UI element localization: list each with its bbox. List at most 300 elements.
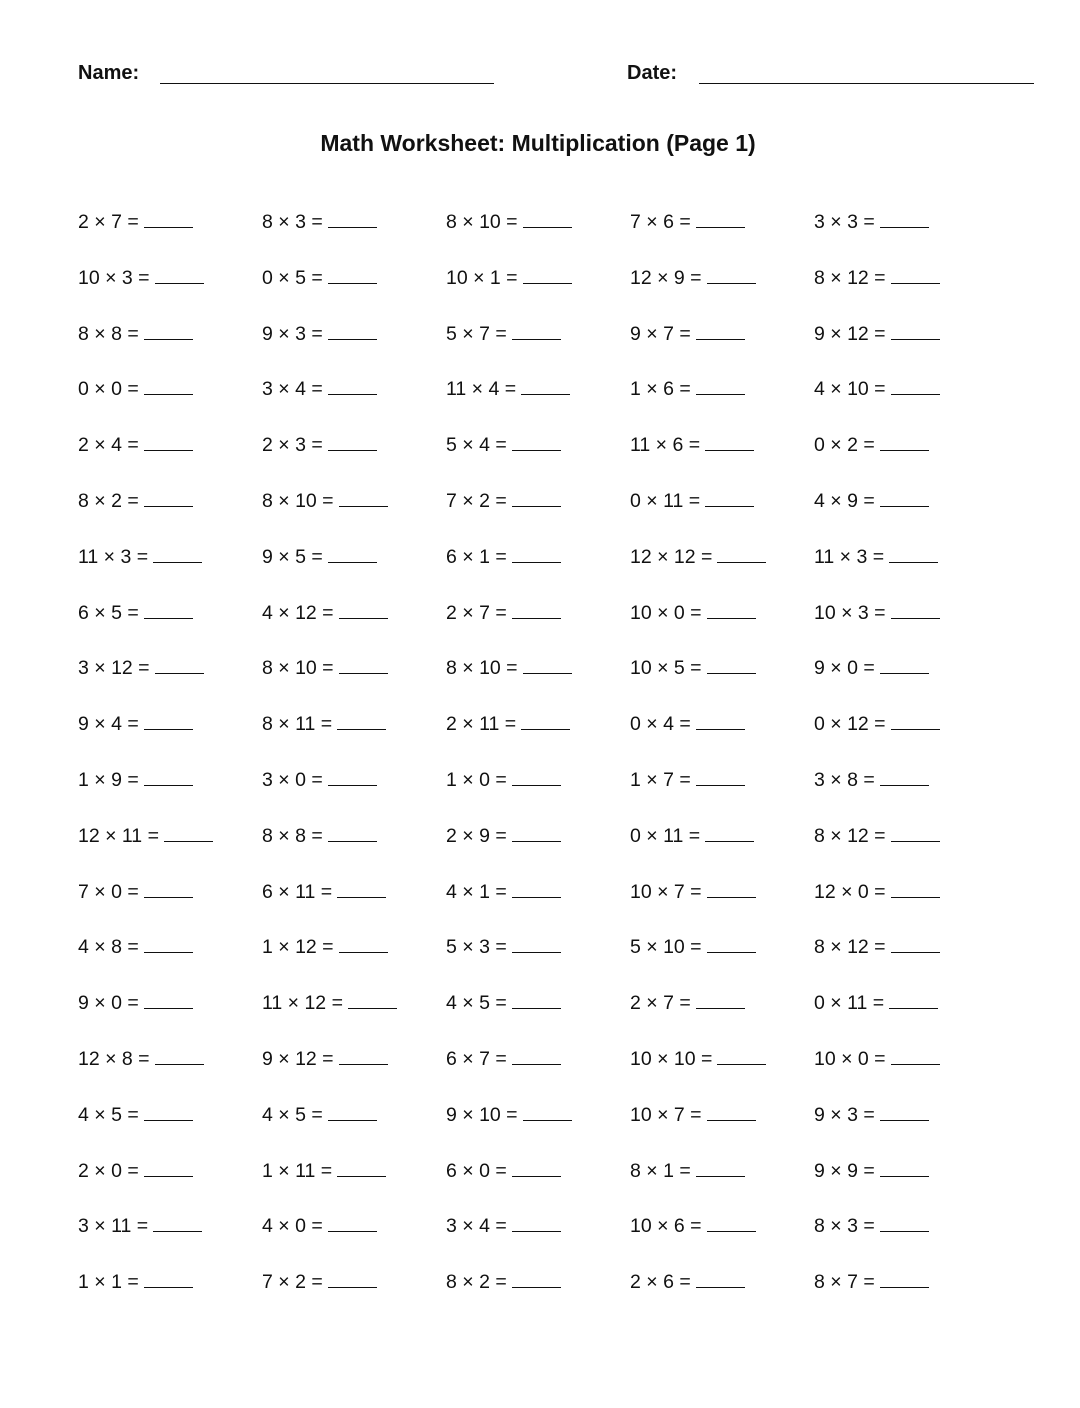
answer-blank[interactable] [144, 506, 193, 507]
problem-row [78, 760, 1038, 816]
problem-item [78, 258, 204, 290]
problem-item [78, 1262, 193, 1294]
problem-expression: 11 × 4 = [446, 378, 517, 401]
problem-expression: 11 × 3 = [78, 545, 149, 568]
answer-blank[interactable] [512, 785, 561, 786]
problem-item [630, 537, 766, 569]
problem-expression: 10 × 0 = [630, 601, 702, 624]
answer-blank[interactable] [880, 1120, 929, 1121]
problem-row [78, 648, 1038, 704]
answer-blank[interactable] [328, 1231, 377, 1232]
problem-item [630, 927, 756, 959]
answer-blank[interactable] [889, 1008, 938, 1009]
worksheet-header [78, 60, 1038, 90]
problem-row [78, 593, 1038, 649]
answer-blank[interactable] [512, 450, 561, 451]
problem-item [78, 537, 202, 569]
problem-expression: 1 × 1 = [78, 1271, 139, 1294]
problem-expression: 9 × 0 = [78, 992, 139, 1015]
problem-item [262, 983, 397, 1015]
answer-blank[interactable] [144, 952, 193, 953]
problem-item [446, 481, 561, 513]
answer-blank[interactable] [144, 394, 193, 395]
answer-blank[interactable] [696, 1176, 745, 1177]
problem-item [446, 1151, 561, 1183]
problem-item [630, 1151, 745, 1183]
problem-item [446, 1095, 572, 1127]
answer-blank[interactable] [153, 1231, 202, 1232]
problem-item [262, 927, 388, 959]
answer-blank[interactable] [707, 1231, 756, 1232]
problem-item [446, 537, 561, 569]
problem-expression: 6 × 0 = [446, 1159, 507, 1182]
problem-row [78, 704, 1038, 760]
answer-blank[interactable] [337, 1176, 386, 1177]
problem-expression: 9 × 7 = [630, 322, 691, 345]
problem-item [262, 537, 377, 569]
problem-expression: 8 × 12 = [814, 936, 886, 959]
problem-item [630, 1039, 766, 1071]
problem-item [446, 1206, 561, 1238]
answer-blank[interactable] [891, 841, 940, 842]
answer-blank[interactable] [523, 673, 572, 674]
answer-blank[interactable] [891, 897, 940, 898]
problem-item [814, 1039, 940, 1071]
problem-expression: 4 × 8 = [78, 936, 139, 959]
answer-blank[interactable] [696, 1287, 745, 1288]
problem-expression: 9 × 12 = [814, 322, 886, 345]
answer-blank[interactable] [328, 1120, 377, 1121]
problem-expression: 3 × 4 = [446, 1215, 507, 1238]
answer-blank[interactable] [891, 394, 940, 395]
problem-item [814, 1151, 929, 1183]
problem-item [814, 1095, 929, 1127]
problem-expression: 8 × 2 = [446, 1271, 507, 1294]
answer-blank[interactable] [512, 618, 561, 619]
problem-expression: 4 × 10 = [814, 378, 886, 401]
answer-blank[interactable] [891, 339, 940, 340]
problem-expression: 4 × 1 = [446, 880, 507, 903]
answer-blank[interactable] [144, 450, 193, 451]
answer-blank[interactable] [328, 450, 377, 451]
problem-item [814, 704, 940, 736]
problem-expression: 0 × 4 = [630, 713, 691, 736]
date-label: Date: [627, 62, 678, 84]
problem-item [630, 202, 745, 234]
name-label: Name: [78, 62, 140, 84]
problem-expression: 8 × 2 = [78, 489, 139, 512]
answer-blank[interactable] [339, 506, 388, 507]
problem-item [630, 704, 745, 736]
problem-expression: 1 × 0 = [446, 768, 507, 791]
problem-expression: 12 × 8 = [78, 1047, 150, 1070]
problem-item [446, 1262, 561, 1294]
problem-item [262, 202, 377, 234]
problem-expression: 1 × 6 = [630, 378, 691, 401]
answer-blank[interactable] [512, 1231, 561, 1232]
problem-expression: 5 × 3 = [446, 936, 507, 959]
problem-item [630, 258, 756, 290]
problem-row [78, 872, 1038, 928]
answer-blank[interactable] [891, 618, 940, 619]
problem-item [446, 927, 561, 959]
problem-item [630, 481, 754, 513]
problem-expression: 10 × 3 = [78, 266, 150, 289]
problem-expression: 2 × 7 = [446, 601, 507, 624]
problem-expression: 2 × 7 = [78, 211, 139, 233]
problem-item [262, 704, 386, 736]
answer-blank[interactable] [144, 897, 193, 898]
answer-blank[interactable] [880, 1287, 929, 1288]
problem-item [78, 202, 193, 234]
answer-blank[interactable] [891, 952, 940, 953]
answer-blank[interactable] [512, 1176, 561, 1177]
problem-item [814, 760, 929, 792]
problem-expression: 1 × 12 = [262, 936, 334, 959]
problem-item [78, 648, 204, 680]
problem-item [78, 593, 193, 625]
problem-expression: 0 × 11 = [630, 824, 701, 847]
answer-blank[interactable] [144, 339, 193, 340]
answer-blank[interactable] [512, 897, 561, 898]
answer-blank[interactable] [337, 897, 386, 898]
problem-item [78, 369, 193, 401]
problem-expression: 9 × 3 = [262, 322, 323, 345]
problem-item [446, 704, 570, 736]
answer-blank[interactable] [144, 729, 193, 730]
problem-item [262, 760, 377, 792]
problem-item [814, 314, 940, 346]
problem-expression: 10 × 10 = [630, 1047, 713, 1070]
problem-expression: 2 × 11 = [446, 713, 517, 736]
problem-expression: 8 × 3 = [814, 1215, 875, 1238]
answer-blank[interactable] [521, 394, 570, 395]
problem-item [446, 314, 561, 346]
answer-blank[interactable] [891, 1064, 940, 1065]
problem-expression: 6 × 1 = [446, 545, 507, 568]
problem-expression: 7 × 2 = [446, 489, 507, 512]
problem-row [78, 1151, 1038, 1207]
name-field[interactable] [160, 83, 494, 84]
problem-item [630, 1206, 756, 1238]
answer-blank[interactable] [523, 283, 572, 284]
problem-expression: 6 × 11 = [262, 880, 333, 903]
answer-blank[interactable] [328, 562, 377, 563]
problem-item [78, 1095, 193, 1127]
answer-blank[interactable] [880, 1231, 929, 1232]
problem-expression: 3 × 3 = [814, 211, 875, 233]
answer-blank[interactable] [707, 283, 756, 284]
answer-blank[interactable] [144, 227, 193, 228]
problem-expression: 1 × 7 = [630, 768, 691, 791]
problem-expression: 11 × 3 = [814, 545, 885, 568]
problem-expression: 11 × 6 = [630, 434, 701, 457]
problem-expression: 1 × 9 = [78, 768, 139, 791]
problem-grid [78, 202, 1038, 1318]
answer-blank[interactable] [889, 562, 938, 563]
problem-item [78, 704, 193, 736]
problem-item [262, 425, 377, 457]
problem-item [814, 983, 938, 1015]
answer-blank[interactable] [707, 673, 756, 674]
answer-blank[interactable] [144, 1176, 193, 1177]
problem-expression: 10 × 7 = [630, 1103, 702, 1126]
problem-expression: 9 × 0 = [814, 657, 875, 680]
problem-item [814, 258, 940, 290]
answer-blank[interactable] [696, 1008, 745, 1009]
problem-expression: 2 × 4 = [78, 434, 139, 457]
answer-blank[interactable] [880, 785, 929, 786]
problem-item [78, 983, 193, 1015]
problem-expression: 6 × 7 = [446, 1047, 507, 1070]
problem-item [262, 258, 377, 290]
problem-row [78, 314, 1038, 370]
problem-expression: 10 × 5 = [630, 657, 702, 680]
problem-item [630, 1262, 745, 1294]
answer-blank[interactable] [155, 1064, 204, 1065]
problem-expression: 8 × 8 = [78, 322, 139, 345]
problem-expression: 5 × 10 = [630, 936, 702, 959]
problem-row [78, 927, 1038, 983]
problem-expression: 7 × 0 = [78, 880, 139, 903]
answer-blank[interactable] [512, 1064, 561, 1065]
answer-blank[interactable] [339, 1064, 388, 1065]
problem-item [630, 872, 756, 904]
answer-blank[interactable] [717, 1064, 766, 1065]
problem-expression: 8 × 10 = [446, 211, 518, 233]
answer-blank[interactable] [337, 729, 386, 730]
problem-expression: 3 × 11 = [78, 1215, 149, 1238]
answer-blank[interactable] [880, 1176, 929, 1177]
problem-expression: 4 × 5 = [262, 1103, 323, 1126]
problem-item [262, 369, 377, 401]
problem-expression: 12 × 0 = [814, 880, 886, 903]
answer-blank[interactable] [328, 785, 377, 786]
problem-expression: 12 × 11 = [78, 824, 159, 847]
problem-expression: 10 × 6 = [630, 1215, 702, 1238]
problem-item [814, 1206, 929, 1238]
problem-expression: 10 × 7 = [630, 880, 702, 903]
problem-expression: 8 × 10 = [262, 657, 334, 680]
problem-row [78, 369, 1038, 425]
answer-blank[interactable] [512, 339, 561, 340]
problem-item [446, 648, 572, 680]
answer-blank[interactable] [328, 227, 377, 228]
problem-expression: 2 × 0 = [78, 1159, 139, 1182]
problem-row [78, 816, 1038, 872]
answer-blank[interactable] [707, 952, 756, 953]
problem-expression: 9 × 9 = [814, 1159, 875, 1182]
problem-expression: 4 × 5 = [446, 992, 507, 1015]
problem-item [814, 537, 938, 569]
problem-item [630, 760, 745, 792]
answer-blank[interactable] [144, 618, 193, 619]
answer-blank[interactable] [339, 673, 388, 674]
problem-expression: 0 × 2 = [814, 434, 875, 457]
problem-expression: 12 × 9 = [630, 266, 702, 289]
answer-blank[interactable] [339, 952, 388, 953]
problem-item [446, 1039, 561, 1071]
problem-item [78, 927, 193, 959]
problem-item [630, 816, 754, 848]
answer-blank[interactable] [512, 562, 561, 563]
answer-blank[interactable] [880, 227, 929, 228]
answer-blank[interactable] [144, 785, 193, 786]
answer-blank[interactable] [512, 841, 561, 842]
problem-expression: 0 × 11 = [630, 489, 701, 512]
problem-item [262, 1151, 386, 1183]
problem-expression: 10 × 0 = [814, 1047, 886, 1070]
problem-item [262, 593, 388, 625]
answer-blank[interactable] [153, 562, 202, 563]
problem-item [814, 872, 940, 904]
problem-item [814, 481, 929, 513]
problem-item [814, 648, 929, 680]
problem-expression: 9 × 4 = [78, 713, 139, 736]
problem-expression: 7 × 2 = [262, 1271, 323, 1294]
problem-expression: 4 × 5 = [78, 1103, 139, 1126]
problem-item [78, 760, 193, 792]
problem-item [630, 1095, 756, 1127]
problem-expression: 9 × 12 = [262, 1047, 334, 1070]
answer-blank[interactable] [155, 673, 204, 674]
problem-item [814, 1262, 929, 1294]
answer-blank[interactable] [523, 1120, 572, 1121]
problem-item [630, 314, 745, 346]
problem-item [262, 648, 388, 680]
answer-blank[interactable] [328, 1287, 377, 1288]
answer-blank[interactable] [705, 506, 754, 507]
problem-expression: 5 × 4 = [446, 434, 507, 457]
problem-expression: 0 × 5 = [262, 266, 323, 289]
problem-expression: 10 × 1 = [446, 266, 518, 289]
problem-expression: 8 × 11 = [262, 713, 333, 736]
date-field[interactable] [699, 83, 1034, 84]
problem-item [78, 425, 193, 457]
problem-row [78, 1262, 1038, 1318]
problem-item [78, 481, 193, 513]
problem-expression: 8 × 10 = [262, 489, 334, 512]
answer-blank[interactable] [696, 339, 745, 340]
answer-blank[interactable] [155, 283, 204, 284]
problem-item [262, 816, 377, 848]
problem-expression: 12 × 12 = [630, 545, 713, 568]
problem-item [446, 425, 561, 457]
answer-blank[interactable] [705, 841, 754, 842]
problem-item [630, 593, 756, 625]
problem-item [814, 369, 940, 401]
answer-blank[interactable] [328, 394, 377, 395]
problem-item [262, 314, 377, 346]
problem-expression: 8 × 1 = [630, 1159, 691, 1182]
answer-blank[interactable] [512, 506, 561, 507]
answer-blank[interactable] [144, 1120, 193, 1121]
answer-blank[interactable] [339, 618, 388, 619]
problem-item [262, 1262, 377, 1294]
problem-item [630, 425, 754, 457]
answer-blank[interactable] [696, 729, 745, 730]
answer-blank[interactable] [328, 283, 377, 284]
page-title: Math Worksheet: Multiplication (Page 1) [320, 130, 756, 156]
problem-expression: 0 × 12 = [814, 713, 886, 736]
problem-item [630, 648, 756, 680]
problem-expression: 2 × 6 = [630, 1271, 691, 1294]
problem-row [78, 1206, 1038, 1262]
problem-row [78, 202, 1038, 258]
answer-blank[interactable] [880, 450, 929, 451]
problem-expression: 4 × 12 = [262, 601, 334, 624]
problem-item [446, 593, 561, 625]
answer-blank[interactable] [705, 450, 754, 451]
problem-expression: 8 × 12 = [814, 824, 886, 847]
problem-item [446, 202, 572, 234]
answer-blank[interactable] [696, 785, 745, 786]
problem-expression: 0 × 11 = [814, 992, 885, 1015]
problem-item [78, 872, 193, 904]
problem-expression: 8 × 8 = [262, 824, 323, 847]
answer-blank[interactable] [512, 1008, 561, 1009]
problem-item [814, 425, 929, 457]
answer-blank[interactable] [328, 339, 377, 340]
problem-expression: 8 × 10 = [446, 657, 518, 680]
answer-blank[interactable] [164, 841, 213, 842]
answer-blank[interactable] [512, 952, 561, 953]
problem-expression: 9 × 10 = [446, 1103, 518, 1126]
answer-blank[interactable] [707, 897, 756, 898]
problem-expression: 10 × 3 = [814, 601, 886, 624]
problem-item [814, 927, 940, 959]
problem-expression: 6 × 5 = [78, 601, 139, 624]
answer-blank[interactable] [144, 1008, 193, 1009]
problem-row [78, 481, 1038, 537]
problem-item [262, 872, 386, 904]
answer-blank[interactable] [696, 394, 745, 395]
answer-blank[interactable] [696, 227, 745, 228]
problem-expression: 4 × 9 = [814, 489, 875, 512]
answer-blank[interactable] [328, 841, 377, 842]
problem-expression: 5 × 7 = [446, 322, 507, 345]
problem-expression: 4 × 0 = [262, 1215, 323, 1238]
answer-blank[interactable] [144, 1287, 193, 1288]
problem-item [630, 369, 745, 401]
problem-item [78, 1039, 204, 1071]
problem-row [78, 983, 1038, 1039]
problem-expression: 2 × 9 = [446, 824, 507, 847]
problem-expression: 3 × 12 = [78, 657, 150, 680]
answer-blank[interactable] [707, 618, 756, 619]
answer-blank[interactable] [880, 673, 929, 674]
problem-expression: 11 × 12 = [262, 992, 343, 1015]
problem-item [78, 314, 193, 346]
problem-expression: 8 × 7 = [814, 1271, 875, 1294]
problem-expression: 3 × 4 = [262, 378, 323, 401]
answer-blank[interactable] [707, 1120, 756, 1121]
answer-blank[interactable] [891, 729, 940, 730]
answer-blank[interactable] [891, 283, 940, 284]
answer-blank[interactable] [880, 506, 929, 507]
problem-expression: 1 × 11 = [262, 1159, 333, 1182]
answer-blank[interactable] [523, 227, 572, 228]
answer-blank[interactable] [521, 729, 570, 730]
problem-expression: 2 × 3 = [262, 434, 323, 457]
problem-row [78, 425, 1038, 481]
problem-expression: 8 × 12 = [814, 266, 886, 289]
problem-item [262, 1206, 377, 1238]
answer-blank[interactable] [348, 1008, 397, 1009]
answer-blank[interactable] [717, 562, 766, 563]
answer-blank[interactable] [512, 1287, 561, 1288]
problem-item [262, 481, 388, 513]
